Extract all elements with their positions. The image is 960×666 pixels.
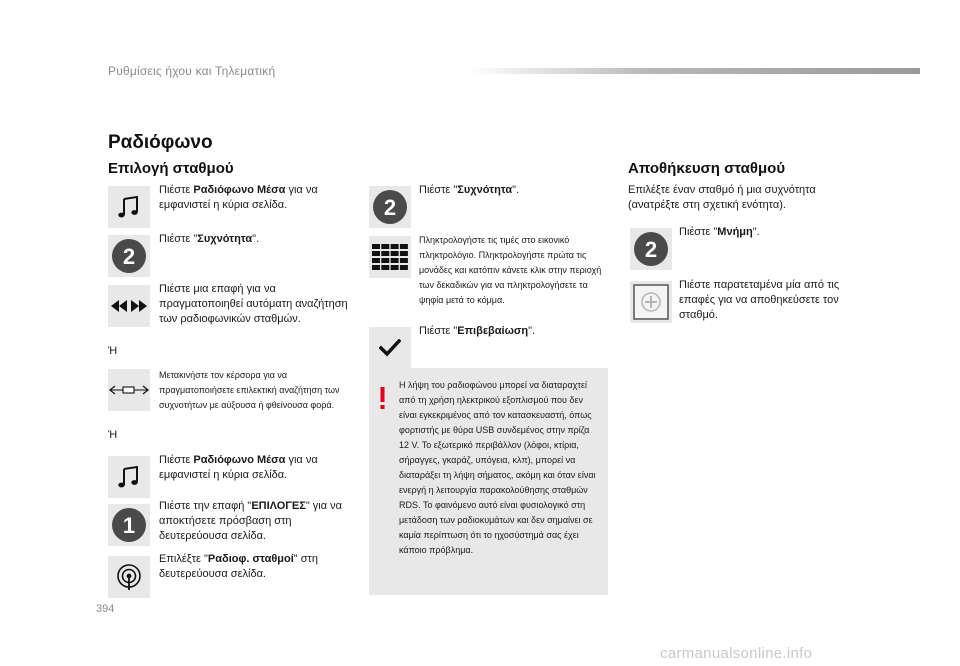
right-heading: Αποθήκευση σταθμού: [628, 160, 786, 177]
right-step1-text: Πιέστε "Μνήμη".: [679, 226, 760, 238]
left-step5-text: Πιέστε Ραδιόφωνο Μέσα για να εμφανιστεί η κύρια σελίδα.: [159, 454, 318, 481]
svg-text:2: 2: [644, 237, 658, 262]
or-label-1: Ή: [108, 345, 118, 357]
keypad-icon: [369, 236, 411, 278]
digit-2-icon: [108, 235, 150, 277]
exclamation-icon: [380, 387, 385, 414]
digit-2-icon: [630, 228, 672, 270]
svg-text:2: 2: [383, 195, 397, 220]
page-number: 394: [96, 603, 115, 615]
left-step3-text: Πιέστε μια επαφή για να πραγματοποιηθεί αυτόματη αναζήτηση των ραδιοφωνικών σταθμών.: [159, 283, 348, 325]
middle-step3-text: Πιέστε "Επιβεβαίωση".: [419, 325, 536, 337]
watermark: carmanualsonline.info: [660, 645, 813, 662]
section-header-title: Ρυθμίσεις ήχου και Τηλεματική: [108, 64, 276, 78]
left-step1-text: Πιέστε Ραδιόφωνο Μέσα για να εμφανιστεί η κύρια σελίδα.: [159, 184, 318, 211]
right-intro-text: Επιλέξτε έναν σταθμό ή μια συχνότητα (ανατρέξτε στη σχετική ενότητα).: [628, 184, 816, 211]
left-heading: Επιλογή σταθμού: [108, 160, 234, 177]
page-title: Ραδιόφωνο: [108, 132, 213, 153]
music-note-icon: [108, 456, 150, 498]
right-step2-text: Πιέστε παρατεταμένα μία από τις επαφές για να αποθηκεύσετε τον σταθμό.: [679, 279, 840, 321]
slider-cursor-icon: [108, 369, 150, 411]
left-step2-text: Πιέστε "Συχνότητα".: [159, 233, 260, 245]
seek-arrows-icon: [108, 285, 150, 327]
or-label-2: Ή: [108, 429, 118, 441]
header-divider-bar: [468, 68, 920, 74]
svg-text:1: 1: [122, 513, 136, 538]
left-step6-text: Πιέστε την επαφή "ΕΠΙΛΟΓΕΣ" για να αποκτήσετε πρόσβαση στη δευτερεύουσα σελίδα.: [159, 500, 342, 542]
add-preset-icon: [630, 281, 672, 323]
warning-note-text: Η λήψη του ραδιοφώνου μπορεί να διαταραχτεί από τη χρήση ηλεκτρικού εξοπλισμού που δεν είναι εγκεκριμένος από τον κατασκευαστή, όπως φορτιστής με θύρα USB συνδεμένος στην πρίζα 12 V. Το εξωτερικό περιβάλλον (λόφοι, κτίρια, σήραγγες, γκαράζ, υπόγεια, κλπ), μπορεί να διαταράξει τη λήψη σήματος, ακόμη και όταν είναι ενεργή η λειτουργία παρακολούθησης σταθμών RDS. Το φαινόμενο αυτό είναι φυσιολογικό στη μετάδοση των ραδιοκυμάτων και δεν σημαίνει σε καμία περίπτωση ότι το ηχοσύστημά σας έχει κάποιο πρόβλημα.: [399, 380, 596, 555]
radio-station-icon: [108, 556, 150, 598]
middle-step1-text: Πιέστε "Συχνότητα".: [419, 184, 520, 196]
left-step4-text: Μετακινήστε τον κέρσορα για να πραγματοποιήσετε επιλεκτική αναζήτηση των συχνοτήτων με αύξουσα ή φθείνουσα φορά.: [159, 370, 340, 410]
left-step7-text: Επιλέξτε "Ραδιοφ. σταθμοί" στη δευτερεύουσα σελίδα.: [159, 553, 319, 580]
digit-1-icon: [108, 504, 150, 546]
middle-step2-text: Πληκτρολογήστε τις τιμές στο εικονικό πληκτρολόγιο. Πληκτρολογήστε πρώτα τις μονάδες και κατόπιν κάνετε κλικ στην περιοχή των δεκαδικών για να πληκτρολογήσετε τα ψηφία μετά το κόμμα.: [419, 235, 602, 305]
checkmark-icon: [369, 327, 411, 369]
svg-text:2: 2: [122, 244, 136, 269]
music-note-icon: [108, 186, 150, 228]
digit-2-icon: [369, 186, 411, 228]
